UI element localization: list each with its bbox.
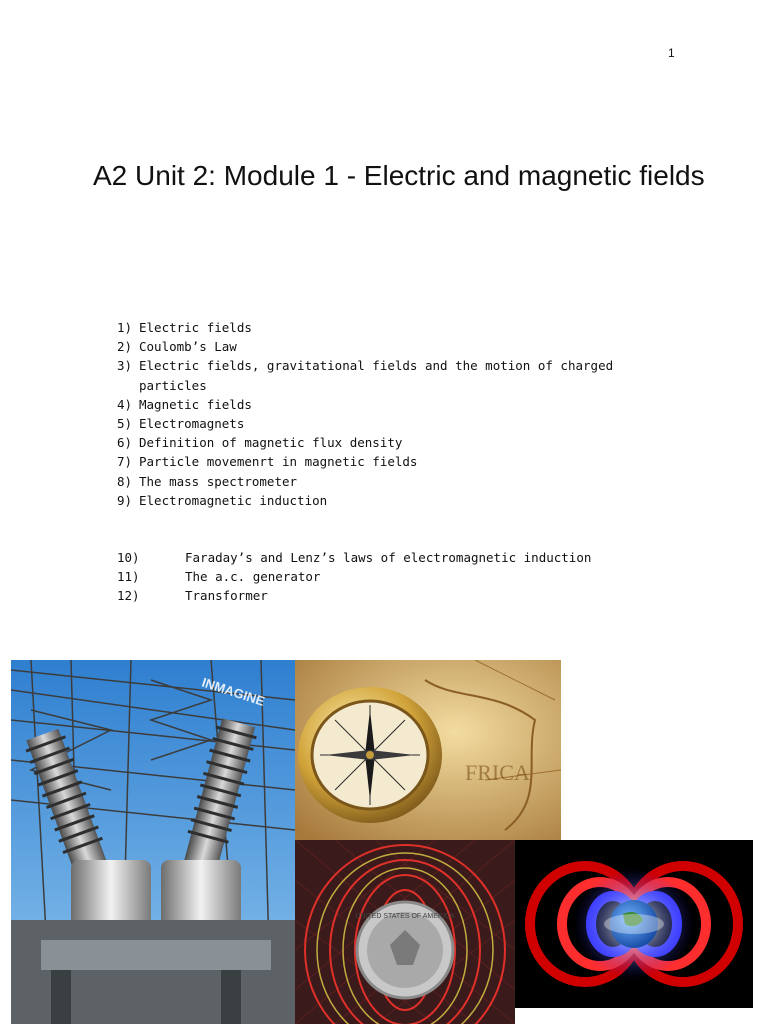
list-item [117, 548, 677, 567]
coin-text: UNITED STATES OF AMERICA [355, 913, 455, 920]
list-item-text: Magnetic fields [139, 396, 252, 412]
list-item [117, 414, 677, 433]
list-item-text: Particle movemenrt in magnetic fields [139, 454, 418, 470]
list-item-text: The a.c. generator [185, 569, 321, 585]
list-item-number: 2) [117, 339, 133, 355]
page-number: 1 [668, 46, 675, 60]
list-item [117, 318, 677, 337]
earth-field-photo [515, 840, 753, 1008]
svg-text:FRICA: FRICA [465, 760, 530, 785]
topic-list-continued [117, 548, 677, 606]
watermark-text: INMAGINE [200, 674, 267, 709]
list-item-number: 8) [117, 473, 133, 489]
list-item [117, 395, 677, 414]
list-item-number: 9) [117, 492, 133, 508]
list-item-text: Electric fields, gravitational fields and the motion of charged particles [139, 358, 614, 393]
list-item [117, 491, 677, 510]
list-item-number: 12) [117, 588, 140, 604]
list-item-text: Electric fields [139, 320, 252, 335]
list-item [117, 337, 677, 356]
list-item-text: Electromagnets [139, 416, 245, 432]
topic-list [117, 318, 677, 510]
page-title: A2 Unit 2: Module 1 - Electric and magnetic fields [93, 160, 705, 191]
list-item-number: 4) [117, 396, 133, 412]
list-item-text: Coulomb’s Law [139, 339, 237, 355]
compass-photo [295, 660, 561, 840]
list-item-number: 5) [117, 416, 133, 432]
list-item-number: 7) [117, 454, 133, 470]
list-item [117, 586, 677, 605]
list-item [117, 356, 677, 394]
list-item-number: 1) [117, 320, 133, 335]
list-item-number: 3) [117, 358, 133, 374]
list-item [117, 567, 677, 586]
list-item-number: 10) [117, 550, 140, 565]
list-item [117, 452, 677, 471]
substation-photo [11, 660, 295, 1024]
list-item-text: Definition of magnetic flux density [139, 435, 403, 451]
list-item-number: 11) [117, 569, 140, 585]
list-item [117, 472, 677, 491]
list-item-text: Electromagnetic induction [139, 492, 328, 508]
list-item-text: Faraday’s and Lenz’s laws of electromagnetic induction [185, 550, 592, 565]
list-item-text: The mass spectrometer [139, 473, 298, 489]
list-item-text: Transformer [185, 588, 268, 604]
coin-field-photo [295, 840, 515, 1024]
list-item [117, 433, 677, 452]
list-item-number: 6) [117, 435, 133, 451]
